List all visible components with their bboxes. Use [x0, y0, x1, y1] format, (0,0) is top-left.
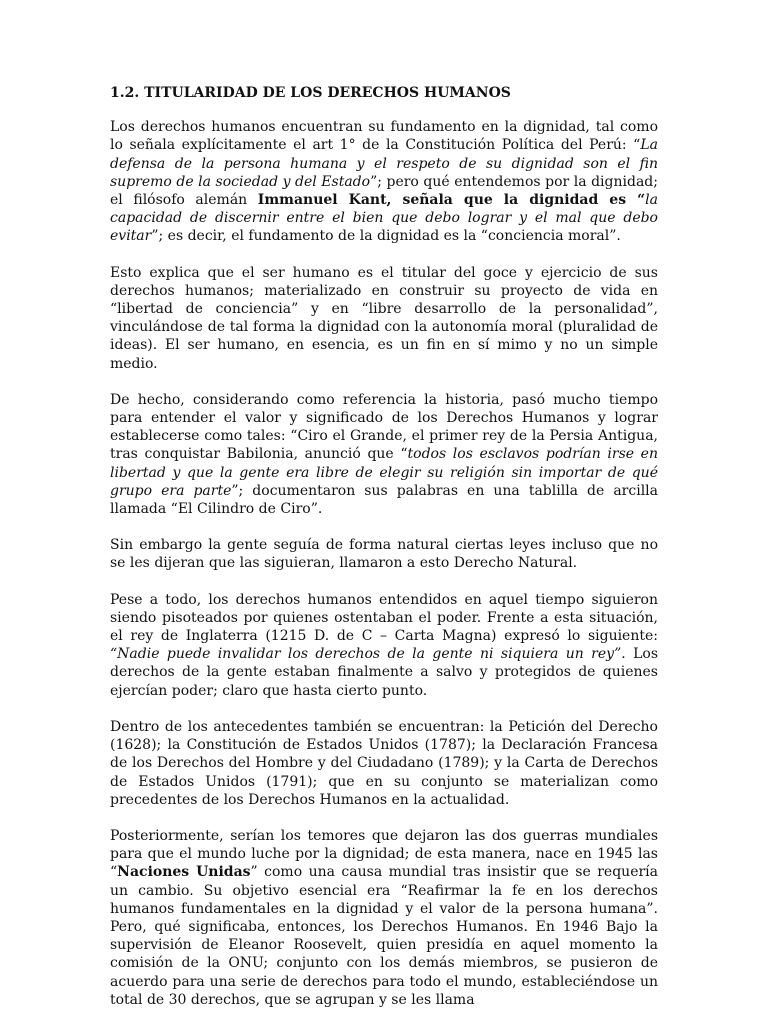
p5-quote-king: “Nadie puede invalidar los derechos de la gente ni siquiera un rey” — [110, 646, 622, 663]
paragraph-magna-carta — [110, 591, 658, 700]
p3-text-c: ”; documentaron sus palabras en una tablilla de arcilla llamada “El Cilindro de Ciro”. — [110, 482, 658, 518]
p7-naciones-unidas: Naciones Unidas — [117, 864, 251, 881]
paragraph-antecedents: Dentro de los antecedentes también se encuentran: la Petición del Derecho (1628); la Constitución de Estados Unidos (1787); la Declaración Francesa de los Derechos del Hombre y del Ciudadano (1789); y la Carta de Derechos de Estados Unidos (1791); que en su conjunto se materializan como precedentes de los Derechos Humanos en la actualidad. — [110, 718, 658, 808]
paragraph-dignity — [110, 118, 658, 245]
p1-name-kant: Immanuel Kant — [257, 192, 387, 209]
p7-text-c: ” como una causa mundial tras insistir que se requería un cambio. Su objetivo esencial era “Reafirmar la fe en los derechos humanos fundamentales en la dignidad y el valor de la persona humana”. Pero, qué significaba, entonces, los Derechos Humanos. En 1946 Bajo la supervisión de Eleanor Roosevelt, quien presidía en aquel momento la comisión de la ONU; conjunto con los demás miembros, se pusieron de acuerdo para una serie de derechos para todo el mundo, estableciéndose un total de 30 derechos, que se agrupan y se les llama — [110, 864, 658, 1008]
p5-text-a: Pese a todo, los derechos humanos entendidos en aquel tiempo siguieron siendo pisoteados por quienes ostentaban el poder. Frente a esta situación, el rey de Inglaterra (1215 D. de C – Carta Magna) expresó lo siguiente: — [110, 591, 658, 645]
p5-text-c: . Los derechos de la gente estaban finalmente a salvo y protegidos de quienes ejercían poder; claro que hasta cierto punto. — [110, 646, 659, 699]
document-page — [110, 84, 658, 1027]
p1-text-a: Los derechos humanos encuentran su fundamento en la dignidad, tal como lo señala explícitamente el art 1° de la Constitución Política del Perú: “ — [110, 119, 658, 154]
p3-quote-ciro: todos los esclavos podrían irse en libertad y que la gente era libre de elegir su religión sin importar de qué grupo era parte — [110, 446, 658, 499]
p3-text-a: De hecho, considerando como referencia la historia, pasó mucho tiempo para entender el valor y significado de los Derechos Humanos y lograr establecerse como tales: “Ciro el Grande, el primer rey de la Persia Antigua, tras conquistar Babilonia, anunció que “ — [110, 391, 658, 463]
p1-quote-kant: la capacidad de discernir entre el bien que debo lograr y el mal que debo evitar — [110, 192, 658, 245]
p1-text-e: , señala que la dignidad es “ — [386, 192, 646, 209]
p1-quote-constitution: La defensa de la persona humana y el respeto de su dignidad son el fin supremo de la sociedad y del Estado — [110, 137, 658, 190]
p1-text-c: ”; pero qué entendemos por la dignidad; el filósofo alemán — [110, 173, 658, 209]
p1-text-g: ”; es decir, el fundamento de la dignidad es la “conciencia moral”. — [151, 228, 621, 245]
p7-text-a: Posteriormente, serían los temores que dejaron las dos guerras mundiales para que el mundo luche por la dignidad; de esta manera, nace en 1945 las “ — [110, 827, 658, 881]
paragraph-titular: Esto explica que el ser humano es el titular del goce y ejercicio de sus derechos humanos; materializado en construir su proyecto de vida en “libertad de conciencia” y en “libre desarrollo de la personalidad”, vinculándose de tal forma la dignidad con la autonomía moral (pluralidad de ideas). El ser humano, en esencia, es un fin en sí mimo y no un simple medio. — [110, 264, 658, 372]
paragraph-natural-law: Sin embargo la gente seguía de forma natural ciertas leyes incluso que no se les dijeran que las siguieran, llamaron a esto Derecho Natural. — [110, 537, 658, 572]
paragraph-united-nations — [110, 827, 658, 1009]
paragraph-history — [110, 391, 658, 518]
section-heading: 1.2. TITULARIDAD DE LOS DERECHOS HUMANOS — [110, 85, 511, 101]
